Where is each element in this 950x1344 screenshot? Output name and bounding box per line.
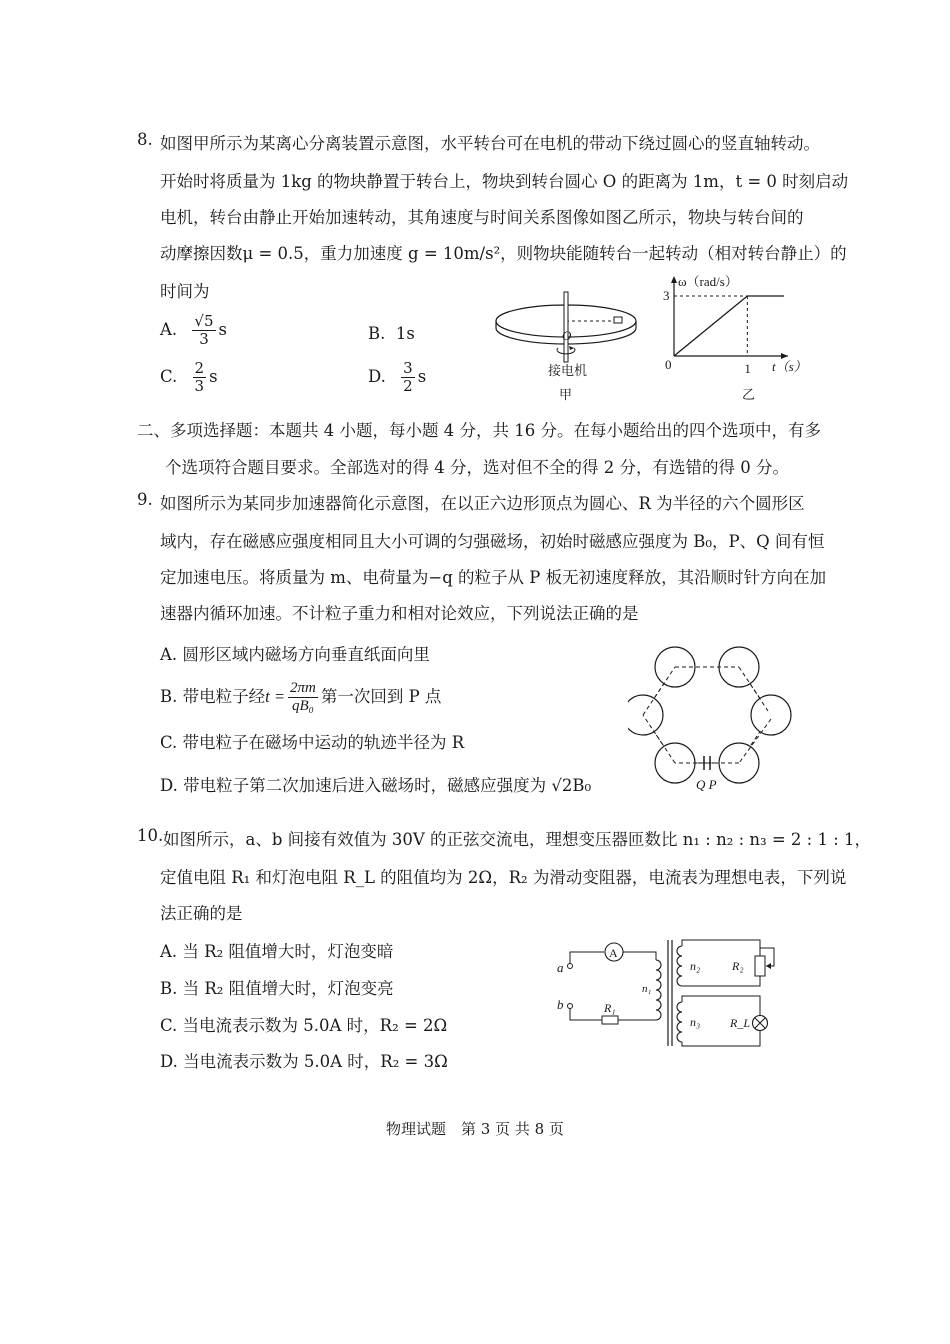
terminal-b-label: b [557, 997, 564, 1012]
figure-yi-caption: 乙 [742, 387, 756, 402]
page-footer: 物理试题 第 3 页 共 8 页 [386, 1120, 564, 1138]
chart-y-axis-label: ω（rad/s） [678, 274, 738, 289]
motor-label: 接电机 [548, 363, 588, 378]
rheostat-slider-arrow-icon [766, 963, 771, 969]
q9-line-2: 域内，存在磁感应强度相同且大小可调的匀强磁场，初始时磁感应强度为 B₀，P、Q 间有恒 [160, 532, 825, 551]
secondary-coil-n2 [677, 946, 682, 986]
section2-heading-line-2: 个选项符合题目要求。全部选对的得 4 分，选对但不全的得 2 分，有选错的得 0 分。 [165, 458, 789, 477]
turntable-center-label: O [562, 328, 572, 343]
q9-number: 9. [137, 490, 153, 509]
q9-option-b: B. 带电粒子经t = $\frac{2\pi m}{\text{qB₀}}$ 第一次回到 P 点 [160, 680, 442, 714]
rotation-arrowhead-icon [569, 346, 574, 350]
q8-line-4: 动摩擦因数μ = 0.5，重力加速度 g = 10m/s²，则物块能随转台一起转动（相对转台静止）的 [160, 244, 847, 263]
q8-turntable-figure [488, 288, 648, 406]
q10-number: 10. [137, 826, 164, 845]
q9-option-c: C. 带电粒子在磁场中运动的轨迹半径为 R [160, 733, 465, 752]
q9-line-3: 定加速电压。将质量为 m、电荷量为−q 的粒子从 P 板无初速度释放，其沿顺时针方向在加 [160, 568, 827, 587]
q8-line-5: 时间为 [160, 282, 210, 301]
q9-option-a: A. 圆形区域内磁场方向垂直纸面向里 [160, 645, 430, 664]
n1-label: n₁ [642, 983, 652, 995]
q8-option-c: C. $\frac{2}{3}$ s [160, 359, 218, 395]
q8-line-1: 如图甲所示为某离心分离装置示意图，水平转台可在电机的带动下绕过圆心的竖直轴转动。 [160, 134, 820, 153]
secondary-coil-n3 [677, 1002, 682, 1042]
magnetic-region-circle [628, 695, 663, 735]
q10-line-2: 定值电阻 R₁ 和灯泡电阻 R_L 的阻值均为 2Ω，R₂ 为滑动变阻器，电流表为理想电表，下列说 [160, 868, 847, 887]
omega-series-line [674, 296, 784, 356]
figure-jia-caption: 甲 [559, 387, 573, 402]
q8-option-c-fraction: $\frac{2}{3}$ [194, 359, 205, 395]
rl-label: R_L [730, 1016, 751, 1030]
q8-line-2: 开始时将质量为 1kg 的物块静置于转台上，物块到转台圆心 O 的距离为 1m，t = 0 时刻启动 [160, 172, 849, 191]
primary-top-wire [570, 952, 604, 964]
q9-accelerator-figure [628, 643, 800, 793]
q8-number: 8. [137, 130, 153, 149]
chart-x-axis-label: t（s） [772, 359, 807, 374]
plates-label: Q P [696, 777, 717, 792]
q8-option-d: D. $\frac{3}{2}$ s [368, 359, 427, 395]
primary-coil-n1 [656, 960, 661, 1020]
q8-option-b: B. 1s [368, 324, 415, 343]
block-on-turntable [614, 317, 622, 323]
q10-option-a: A. 当 R₂ 阻值增大时，灯泡变暗 [160, 942, 394, 961]
section2-heading-line-1: 二、多项选择题：本题共 4 小题，每小题 4 分，共 16 分。在每小题给出的四个选项中，有多 [137, 421, 821, 440]
n3-label: n₃ [690, 1015, 701, 1029]
q8-option-a-fraction: $\frac{√5}{3}$ [194, 312, 214, 348]
n2-loop-top [682, 940, 760, 956]
q8-line-3: 电机，转台由静止开始加速转动，其角速度与时间关系图像如图乙所示，物块与转台间的 [160, 208, 804, 227]
chart-x-tick-label: 1 [744, 361, 751, 376]
q9-line-4: 速器内循环加速。不计粒子重力和相对论效应，下列说法正确的是 [160, 604, 639, 623]
terminal-b [568, 1004, 573, 1009]
terminal-a [568, 964, 573, 969]
q9-option-d: D. 带电粒子第二次加速后进入磁场时，磁感应强度为 √2B₀ [160, 776, 592, 795]
q10-option-c: C. 当电流表示数为 5.0A 时，R₂ = 2Ω [160, 1016, 448, 1035]
y-axis-arrow-icon [671, 276, 677, 283]
n2-label: n₂ [690, 959, 701, 973]
q8-option-a: A. $\frac{√5}{3}$ s [160, 312, 227, 348]
n3-loop-bottom [682, 1031, 760, 1046]
n2-loop-bottom [682, 976, 760, 986]
r2-label: R₂ [732, 959, 744, 973]
q10-line-3: 法正确的是 [160, 904, 243, 923]
magnetic-region-circle [751, 695, 791, 735]
chart-origin-label: 0 [665, 357, 672, 372]
q8-option-d-fraction: $\frac{3}{2}$ [403, 359, 413, 395]
n3-loop-top [682, 996, 760, 1015]
q8-omega-time-chart [660, 272, 810, 406]
q9-line-1: 如图所示为某同步加速器简化示意图，在以正六边形顶点为圆心、R 为半径的六个圆形区 [160, 494, 805, 513]
chart-y-tick-label: 3 [663, 288, 670, 303]
r1-label: R₁ [604, 1001, 616, 1015]
q10-option-b: B. 当 R₂ 阻值增大时，灯泡变亮 [160, 979, 394, 998]
rheostat-r2 [755, 956, 765, 976]
ammeter-label: A [609, 946, 618, 960]
q10-line-1: 如图所示，a、b 间接有效值为 30V 的正弦交流电，理想变压器匝数比 n₁ : n₂ : n₃ = 2 : 1 : 1， [163, 830, 872, 849]
vertical-shaft [564, 292, 568, 362]
resistor-r1 [602, 1016, 618, 1024]
primary-top-wire-right [623, 952, 656, 960]
q10-option-d: D. 当电流表示数为 5.0A 时，R₂ = 3Ω [160, 1052, 448, 1071]
q10-circuit-figure [552, 936, 792, 1054]
terminal-a-label: a [557, 960, 564, 975]
q9-option-b-fraction: $\frac{2\pi m}{\text{qB₀}}$ [289, 680, 316, 714]
